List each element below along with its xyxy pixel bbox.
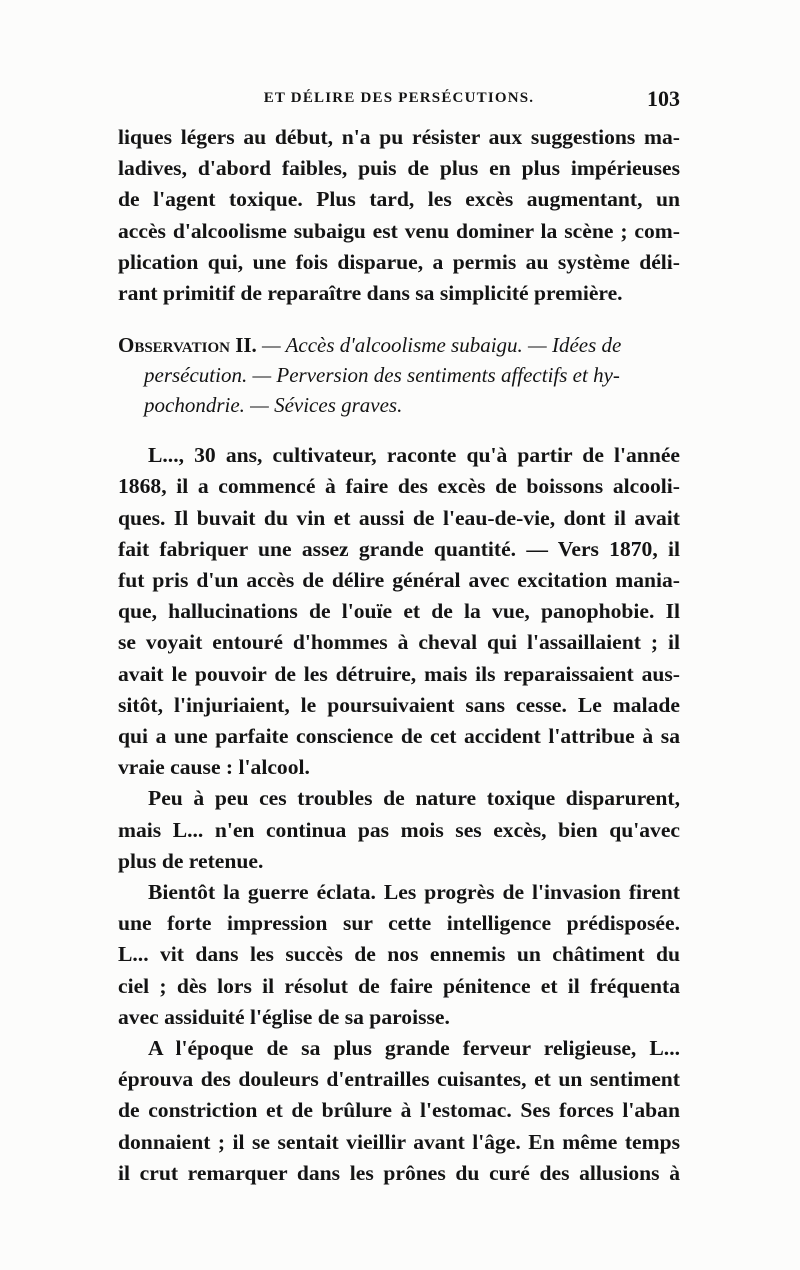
page-number: 103 xyxy=(647,86,680,111)
text-line: Peu à peu ces troubles de nature toxique disparurent, xyxy=(148,786,680,811)
observation-title-2: persécution. — Perversion des sentiments affectifs et hy- xyxy=(144,363,620,388)
paragraph-3 xyxy=(118,783,680,877)
text-line: fut pris d'un accès de délire général avec excitation mania- xyxy=(118,568,680,593)
text-line: ladives, d'abord faibles, puis de plus en plus impérieuses xyxy=(118,156,680,181)
text-line: Bientôt la guerre éclata. Les progrès de l'invasion firent xyxy=(148,880,680,905)
text-line: qui a une parfaite conscience de cet accident l'attribue à sa xyxy=(118,724,680,749)
text-line: ques. Il buvait du vin et aussi de l'eau-de-vie, dont il avait xyxy=(118,505,680,530)
text-line: avec assiduité l'église de sa paroisse. xyxy=(118,1004,450,1029)
observation-title-3: pochondrie. — Sévices graves. xyxy=(144,393,403,418)
paragraph-5 xyxy=(118,1033,680,1189)
text-line: 1868, il a commencé à faire des excès de boissons alcooli- xyxy=(118,474,680,499)
observation-label: Observation II. xyxy=(118,333,257,358)
text-line: sitôt, l'injuriaient, le poursuivaient sans cesse. Le malade xyxy=(118,692,680,717)
text-line: se voyait entouré d'hommes à cheval qui l'assaillaient ; il xyxy=(118,630,680,655)
text-line: L..., 30 ans, cultivateur, raconte qu'à partir de l'année xyxy=(148,443,680,468)
text-line: A l'époque de sa plus grande ferveur religieuse, L... xyxy=(148,1036,680,1061)
body-text xyxy=(118,122,680,1189)
text-line: plication qui, une fois disparue, a permis au système déli- xyxy=(118,249,680,274)
running-title: ET DÉLIRE DES PERSÉCUTIONS. xyxy=(263,90,535,106)
spacer xyxy=(118,309,680,330)
text-line: L... vit dans les succès de nos ennemis un châtiment du xyxy=(118,942,680,967)
text-line: ciel ; dès lors il résolut de faire pénitence et il fréquenta xyxy=(118,973,680,998)
text-line: plus de retenue. xyxy=(118,848,264,873)
text-line: mais L... n'en continua pas mois ses excès, bien qu'avec xyxy=(118,817,680,842)
spacer xyxy=(118,420,680,440)
text-line: donnaient ; il se sentait vieillir avant l'âge. En même temps xyxy=(118,1129,680,1154)
text-line: avait le pouvoir de les détruire, mais ils reparaissaient aus- xyxy=(118,661,680,686)
running-head xyxy=(118,86,680,114)
text-line: accès d'alcoolisme subaigu est venu dominer la scène ; com- xyxy=(118,218,680,243)
text-line: il crut remarquer dans les prônes du curé des allusions à xyxy=(118,1160,680,1185)
text-line: rant primitif de reparaître dans sa simplicité première. xyxy=(118,281,623,306)
text-line: éprouva des douleurs d'entrailles cuisantes, et un sentiment xyxy=(118,1067,680,1092)
text-line: vraie cause : l'alcool. xyxy=(118,755,310,780)
paragraph-4 xyxy=(118,877,680,1033)
text-line: fait fabriquer une assez grande quantité. — Vers 1870, il xyxy=(118,536,680,561)
observation-title-1: — Accès d'alcoolisme subaigu. — Idées de xyxy=(256,333,622,358)
observation-heading xyxy=(118,330,680,420)
paragraph-1 xyxy=(118,122,680,309)
text-line: liques légers au début, n'a pu résister aux suggestions ma- xyxy=(118,125,680,149)
paragraph-2 xyxy=(118,440,680,783)
text-line: de l'agent toxique. Plus tard, les excès augmentant, un xyxy=(118,187,680,212)
text-line: de constriction et de brûlure à l'estomac. Ses forces l'aban xyxy=(118,1098,680,1123)
observation-heading-line xyxy=(118,330,680,360)
text-line: une forte impression sur cette intelligence prédisposée. xyxy=(118,911,680,936)
text-line: que, hallucinations de l'ouïe et de la vue, panophobie. Il xyxy=(118,599,680,624)
